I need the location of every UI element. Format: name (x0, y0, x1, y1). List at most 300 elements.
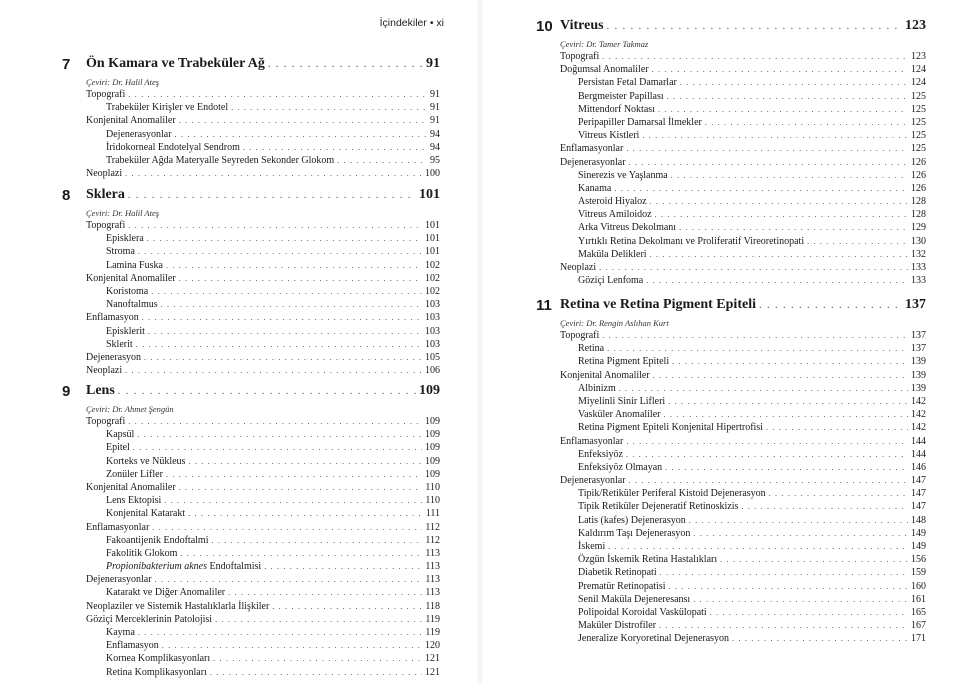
leader-dots (188, 455, 422, 468)
leader-dots (668, 395, 908, 408)
chapter-title: Retina ve Retina Pigment Epiteli (560, 297, 756, 312)
leader-dots (164, 494, 422, 507)
leader-dots (650, 248, 908, 261)
toc-entry[interactable] (578, 461, 926, 474)
leader-dots (161, 298, 422, 311)
entry-page: 102 (425, 285, 440, 297)
entry-page: 126 (911, 169, 926, 181)
entry-page: 119 (425, 627, 440, 638)
entry-title: Fakolitik Glokom (106, 547, 178, 559)
toc-entry[interactable] (106, 666, 440, 679)
toc-entry[interactable] (578, 221, 926, 234)
translator-credit: Çeviri: Dr. Tamer Takmaz (560, 39, 649, 49)
leader-dots (619, 382, 908, 395)
leader-dots (136, 338, 422, 351)
entry-title: Polipoidal Koroidal Vaskülopati (578, 606, 707, 618)
toc-entry[interactable] (578, 342, 926, 355)
toc-entry[interactable] (578, 619, 926, 632)
toc-entry[interactable] (106, 101, 440, 114)
entry-page: 130 (911, 235, 926, 247)
toc-entry[interactable] (86, 167, 440, 180)
leader-dots (693, 527, 908, 540)
toc-entry[interactable] (578, 606, 926, 619)
toc-entry[interactable] (578, 208, 926, 221)
toc-entry[interactable] (578, 274, 926, 287)
toc-entry[interactable] (106, 586, 440, 599)
toc-entry[interactable] (106, 298, 440, 311)
leader-dots (243, 141, 427, 154)
leader-dots (669, 580, 909, 593)
leader-dots (705, 116, 908, 129)
entry-page: 110 (425, 495, 440, 507)
entry-title: Enfeksiyöz (578, 448, 623, 460)
toc-entry[interactable] (578, 448, 926, 461)
entry-page: 132 (911, 248, 926, 260)
entry-page: 101 (425, 233, 440, 245)
toc-entry[interactable] (560, 474, 926, 487)
leader-dots (137, 428, 422, 441)
leader-dots (741, 500, 908, 513)
chapter-number: 11 (536, 297, 552, 314)
entry-page: 160 (911, 580, 926, 592)
leader-dots (272, 600, 422, 613)
entry-title: Topografi (560, 330, 600, 341)
leader-dots (215, 613, 422, 626)
entry-page: 126 (911, 156, 926, 168)
toc-entry[interactable] (86, 88, 440, 101)
entry-page: 109 (425, 442, 440, 454)
entry-page: 133 (911, 262, 926, 273)
entry-title: Retina Komplikasyonları (106, 666, 207, 678)
entry-page: 144 (911, 435, 926, 447)
toc-entry[interactable] (578, 487, 926, 500)
leader-dots (228, 586, 422, 599)
entry-page: 124 (911, 77, 926, 89)
leader-dots (188, 507, 423, 520)
leader-dots (679, 221, 908, 234)
toc-entry[interactable] (106, 639, 440, 652)
toc-entry[interactable] (86, 521, 440, 534)
entry-page: 161 (911, 593, 926, 605)
entry-title: Konjenital Anomaliler (560, 369, 650, 381)
leader-dots (231, 101, 427, 114)
entry-title: Propionibakterium aknes Endoftalmisi (106, 561, 262, 573)
leader-dots (653, 369, 908, 382)
chapter-heading[interactable] (0, 381, 480, 403)
entry-title: Nanoftalmus (106, 299, 158, 311)
leader-dots (125, 364, 422, 377)
leader-dots (128, 415, 422, 428)
toc-entry[interactable] (578, 90, 926, 103)
toc-entry[interactable] (560, 50, 926, 63)
entry-title: Episklera (106, 233, 144, 245)
entry-title: Topografi (86, 220, 126, 231)
entry-title: Kayma (106, 627, 135, 638)
toc-entry[interactable] (578, 103, 926, 116)
chapter-11 (480, 295, 960, 646)
entry-title: Korteks ve Nükleus (106, 455, 186, 467)
chapter-heading[interactable] (480, 16, 960, 38)
leader-dots (213, 652, 422, 665)
entry-page: 113 (425, 587, 440, 599)
entry-page: 148 (911, 514, 926, 526)
toc-entry[interactable] (106, 128, 440, 141)
chapter-page: 137 (905, 297, 926, 312)
entry-page: 91 (430, 115, 440, 127)
entry-page: 142 (911, 422, 926, 434)
toc-entry[interactable] (86, 481, 440, 494)
toc-entry[interactable] (86, 415, 440, 428)
leader-dots (608, 540, 908, 553)
entry-title: Kapsül (106, 429, 135, 441)
entry-page: 167 (911, 620, 926, 632)
leader-dots (142, 311, 422, 324)
entry-title: Doğumsal Anomaliler (560, 64, 649, 76)
entry-page: 112 (425, 534, 440, 546)
leader-dots (626, 142, 908, 155)
entry-page: 129 (911, 222, 926, 234)
entry-title: Lens Ektopisi (106, 495, 162, 507)
entry-page: 120 (425, 640, 440, 652)
entry-title: Bergmeister Papillası (578, 90, 664, 102)
leader-dots (720, 553, 908, 566)
toc-entry[interactable] (86, 573, 440, 586)
entry-page: 125 (911, 130, 926, 142)
leader-dots (626, 448, 908, 461)
leader-dots (152, 521, 422, 534)
entry-title: Albinizm (578, 382, 616, 394)
entry-title: Epitel (106, 442, 130, 454)
chapter-title: Lens (86, 383, 115, 398)
leader-dots (602, 329, 908, 342)
entry-title: Enflamasyonlar (560, 435, 624, 447)
toc-entry[interactable] (578, 500, 926, 513)
toc-entry[interactable] (106, 285, 440, 298)
entry-page: 165 (911, 606, 926, 618)
entry-page: 147 (911, 501, 926, 513)
entry-title: Episklerit (106, 325, 145, 337)
leader-dots (138, 626, 422, 639)
toc-entry[interactable] (578, 514, 926, 527)
entry-title: Maküla Delikleri (578, 248, 647, 260)
entry-title: Retina (578, 343, 605, 355)
leader-dots (602, 50, 908, 63)
translator-credit: Çeviri: Dr. Ahmet Şengün (86, 404, 174, 414)
toc-entry[interactable] (578, 129, 926, 142)
entry-page: 147 (911, 475, 926, 487)
leader-dots (144, 351, 422, 364)
leader-dots (166, 468, 422, 481)
toc-entry[interactable] (578, 169, 926, 182)
entry-page: 125 (911, 116, 926, 128)
entry-page: 106 (425, 365, 440, 377)
entry-title: Dejenerasyonlar (560, 156, 626, 168)
entry-title: Enfeksiyöz Olmayan (578, 461, 663, 473)
toc-entry[interactable] (578, 593, 926, 606)
entry-page: 149 (911, 541, 926, 552)
entry-page: 137 (911, 330, 926, 341)
entry-page: 111 (425, 508, 440, 520)
entry-title: Neoplazi (560, 262, 597, 273)
entry-page: 125 (911, 90, 926, 102)
entry-page: 101 (425, 220, 440, 231)
leader-dots (658, 103, 908, 116)
entry-page: 156 (911, 554, 926, 566)
chapter-9 (0, 381, 480, 679)
leader-dots (710, 606, 908, 619)
entry-title: Katarakt ve Diğer Anomaliler (106, 587, 226, 599)
toc-entry[interactable] (86, 351, 440, 364)
toc-entry[interactable] (106, 455, 440, 468)
entry-page: 100 (425, 168, 440, 180)
chapter-number: 7 (62, 56, 71, 73)
toc-entry[interactable] (106, 154, 440, 167)
chapter-title-row (86, 187, 440, 203)
chapter-title-row (560, 18, 926, 34)
chapter-heading[interactable] (480, 295, 960, 317)
toc-entry[interactable] (578, 235, 926, 248)
chapter-title: Vitreus (560, 18, 604, 33)
entry-page: 125 (911, 103, 926, 115)
leader-dots (128, 190, 416, 201)
toc-entry[interactable] (106, 468, 440, 481)
entry-page: 109 (425, 416, 440, 427)
leader-dots (138, 245, 422, 258)
entry-page: 171 (911, 633, 926, 645)
entry-title: Latis (kafes) Dejenerasyon (578, 514, 686, 526)
toc-entry[interactable] (578, 553, 926, 566)
leader-dots (125, 167, 422, 180)
entry-page: 110 (425, 481, 440, 493)
toc-entry[interactable] (106, 259, 440, 272)
leader-dots (769, 487, 908, 500)
leader-dots (642, 129, 908, 142)
toc-entry[interactable] (106, 560, 440, 573)
leader-dots (155, 573, 423, 586)
leader-dots (671, 169, 908, 182)
entry-title: Senil Maküla Dejeneresansı (578, 593, 691, 605)
toc-entry[interactable] (106, 338, 440, 351)
entry-title: Konjenital Anomaliler (86, 481, 176, 493)
toc-entry[interactable] (560, 156, 926, 169)
entry-title: Retina Pigment Epiteli (578, 356, 670, 368)
leader-dots (629, 156, 908, 169)
leader-dots (264, 560, 422, 573)
chapter-heading[interactable] (0, 54, 480, 76)
toc-entry[interactable] (578, 195, 926, 208)
entry-title: Göziçi Merceklerinin Patolojisi (86, 613, 213, 625)
entry-title: Peripapiller Damarsal İlmekler (578, 116, 702, 128)
entry-title: Lamina Fuska (106, 259, 163, 271)
entry-title: Kaldırım Taşı Dejenerasyon (578, 527, 691, 539)
leader-dots (672, 355, 908, 368)
entry-title: Zonüler Lifler (106, 468, 163, 480)
toc-entry[interactable] (578, 355, 926, 368)
leader-dots (162, 639, 422, 652)
toc-entry[interactable] (560, 369, 926, 382)
toc-entry[interactable] (578, 421, 926, 434)
entry-title: Stroma (106, 246, 135, 258)
entry-title: Neoplazi (86, 365, 123, 377)
toc-entry[interactable] (86, 219, 440, 232)
entry-title: Konjenital Anomaliler (86, 272, 176, 284)
entry-title: Topografi (86, 416, 126, 427)
entry-title: Topografi (560, 51, 600, 62)
toc-entry[interactable] (560, 63, 926, 76)
translator-credit: Çeviri: Dr. Halil Ateş (86, 208, 160, 218)
chapter-10 (480, 16, 960, 287)
leader-dots (652, 63, 908, 76)
toc-entry[interactable] (578, 540, 926, 553)
entry-title: Dejenerasyonlar (560, 475, 626, 487)
chapter-number: 9 (62, 383, 71, 400)
entry-page: 112 (425, 521, 440, 533)
entry-title: İridokorneal Endotelyal Sendrom (106, 141, 240, 153)
entry-page: 109 (425, 468, 440, 480)
entry-page: 95 (430, 154, 440, 166)
toc-entry[interactable] (86, 272, 440, 285)
toc-entry[interactable] (106, 141, 440, 154)
entry-title: Dejenerasyonlar (86, 574, 152, 586)
toc-entry[interactable] (578, 182, 926, 195)
entry-title: Enflamasyonlar (86, 521, 150, 533)
toc-entry[interactable] (106, 325, 440, 338)
entry-title: Yırtıklı Retina Dekolmanı ve Proliferatif Vireoretinopati (578, 235, 805, 247)
chapter-page: 91 (426, 56, 440, 71)
toc-entry[interactable] (560, 261, 926, 274)
entry-title: Vasküler Anomaliler (578, 409, 661, 421)
toc-entry[interactable] (106, 232, 440, 245)
toc-entry[interactable] (578, 580, 926, 593)
toc-entry[interactable] (578, 76, 926, 89)
leader-dots (179, 481, 423, 494)
entry-page: 118 (425, 600, 440, 612)
translator-credit: Çeviri: Dr. Rengin Aslıhan Kurt (560, 318, 669, 328)
chapter-title-row (86, 383, 440, 399)
leader-dots (807, 235, 908, 248)
toc-entry[interactable] (578, 408, 926, 421)
entry-page: 113 (425, 561, 440, 573)
toc-entry[interactable] (578, 395, 926, 408)
leader-dots (180, 547, 422, 560)
entry-title: İskemi (578, 541, 606, 552)
toc-entry[interactable] (106, 507, 440, 520)
leader-dots (732, 632, 908, 645)
chapter-page: 123 (905, 18, 926, 33)
toc-entry[interactable] (86, 311, 440, 324)
entry-title: Mittendorf Noktası (578, 103, 655, 115)
toc-entry[interactable] (106, 245, 440, 258)
entry-title: Sklerit (106, 338, 133, 350)
entry-title: Retina Pigment Epiteli Konjenital Hipertrofisi (578, 422, 763, 434)
entry-page: 105 (425, 351, 440, 363)
leader-dots (133, 441, 422, 454)
entry-page: 137 (911, 343, 926, 355)
leader-dots (660, 566, 908, 579)
chapter-number: 8 (62, 187, 71, 204)
chapter-page: 109 (419, 383, 440, 398)
toc-entry[interactable] (560, 142, 926, 155)
entry-title: Konjenital Katarakt (106, 508, 186, 520)
toc-entry[interactable] (86, 114, 440, 127)
entry-page: 133 (911, 275, 926, 287)
entry-title: Miyelinli Sinir Lifleri (578, 395, 666, 407)
entry-title: Arka Vitreus Dekolmanı (578, 222, 677, 234)
entry-page: 123 (911, 51, 926, 62)
leader-dots (118, 386, 416, 397)
toc-entry[interactable] (106, 428, 440, 441)
entry-page: 149 (911, 527, 926, 539)
toc-entry[interactable] (106, 626, 440, 639)
toc-entry[interactable] (578, 116, 926, 129)
toc-entry[interactable] (560, 329, 926, 342)
leader-dots (268, 59, 423, 70)
toc-entry[interactable] (106, 494, 440, 507)
toc-entry[interactable] (106, 547, 440, 560)
entry-title: Kornea Komplikasyonları (106, 653, 211, 665)
leader-dots (646, 274, 908, 287)
leader-dots (599, 261, 908, 274)
leader-dots (179, 114, 427, 127)
chapter-title: Sklera (86, 187, 125, 202)
leader-dots (210, 666, 422, 679)
toc-entry[interactable] (86, 600, 440, 613)
chapter-heading[interactable] (0, 185, 480, 207)
chapter-page: 101 (419, 187, 440, 202)
toc-entry[interactable] (578, 566, 926, 579)
leader-dots (614, 182, 908, 195)
entry-title: Persistan Fetal Damarlar (578, 77, 677, 89)
toc-entry[interactable] (578, 632, 926, 645)
entry-page: 102 (425, 259, 440, 271)
leader-dots (175, 128, 427, 141)
leader-dots (655, 208, 908, 221)
entry-page: 128 (911, 209, 926, 221)
entry-title: Vitreus Amiloidoz (578, 209, 652, 221)
entry-page: 128 (911, 196, 926, 208)
entry-page: 121 (425, 653, 440, 665)
toc-entry[interactable] (86, 613, 440, 626)
toc-entry[interactable] (578, 382, 926, 395)
entry-page: 126 (911, 182, 926, 194)
toc-entry[interactable] (578, 527, 926, 540)
entry-page: 94 (430, 141, 440, 153)
leader-dots (337, 154, 427, 167)
toc-entry[interactable] (86, 364, 440, 377)
entry-page: 121 (425, 666, 440, 678)
entry-title: Trabeküler Kirişler ve Endotel (106, 102, 229, 114)
entry-page: 102 (425, 272, 440, 284)
entry-title: Diabetik Retinopati (578, 567, 657, 579)
translator-credit: Çeviri: Dr. Halil Ateş (86, 77, 160, 87)
toc-entry[interactable] (578, 248, 926, 261)
running-header: İçindekiler • xi (379, 17, 444, 29)
toc-entry[interactable] (106, 652, 440, 665)
toc-entry[interactable] (106, 441, 440, 454)
leader-dots (629, 474, 908, 487)
entry-title: Koristoma (106, 285, 149, 297)
leader-dots (766, 421, 908, 434)
leader-dots (166, 259, 422, 272)
chapter-8 (0, 185, 480, 377)
entry-page: 103 (425, 312, 440, 324)
toc-entry[interactable] (106, 534, 440, 547)
leader-dots (689, 514, 908, 527)
leader-dots (607, 342, 908, 355)
entry-title: Enflamasyonlar (560, 143, 624, 155)
toc-entry[interactable] (560, 435, 926, 448)
entry-title: Fakoantijenik Endoftalmi (106, 534, 209, 546)
